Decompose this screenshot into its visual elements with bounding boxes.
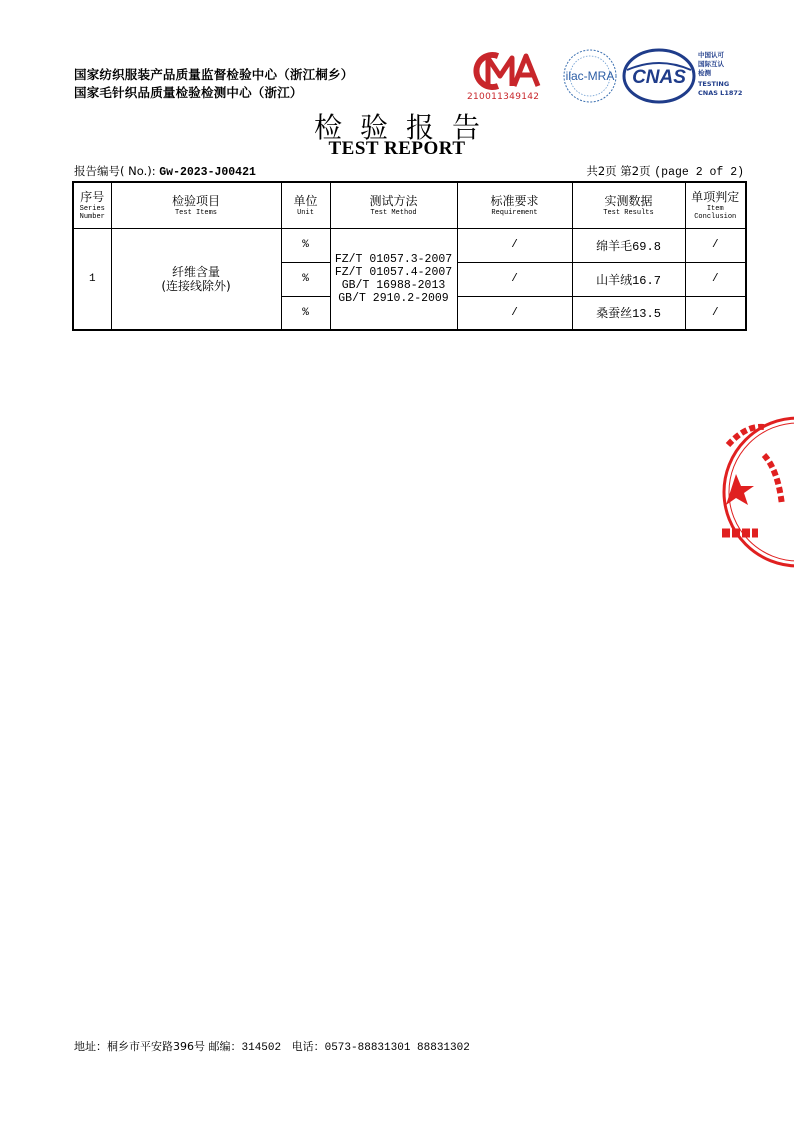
- test-item-line1: 纤维含量: [171, 264, 220, 279]
- header-test-method: 测试方法 Test Method: [330, 182, 457, 228]
- method-line: GB/T 2910.2-2009: [338, 291, 449, 305]
- requirement-cell: /: [457, 262, 572, 296]
- address: 桐乡市平安路396号: [107, 1040, 205, 1053]
- test-methods: [330, 228, 457, 330]
- header-conclusion: 单项判定 Item Conclusion: [685, 182, 746, 228]
- org-name-line2: 国家毛针织品质量检验检测中心（浙江）: [74, 85, 303, 100]
- cnas-side-text-4: TESTING: [698, 80, 730, 88]
- test-item: [111, 228, 281, 330]
- conclusion-cell: /: [685, 296, 746, 330]
- cnas-logo: [622, 48, 696, 104]
- result-cell: 山羊绒16.7: [572, 262, 685, 296]
- result-cell: 绵羊毛69.8: [572, 228, 685, 262]
- page-info-en: (page 2 of 2): [654, 166, 744, 179]
- method-line: FZ/T 01057.3-2007: [334, 252, 453, 266]
- zip-code: 314502: [241, 1042, 282, 1054]
- cnas-side-text-3: 检测: [698, 69, 711, 77]
- unit-cell: %: [281, 296, 330, 330]
- page-info-cn: 共2页 第2页: [586, 164, 651, 178]
- ilac-mra-logo: [558, 48, 622, 104]
- test-item-line2: (连接线除外): [161, 278, 231, 293]
- report-number: [74, 163, 256, 179]
- report-title-cn: 检验报告: [313, 111, 498, 144]
- report-number-value: Gw-2023-J00421: [159, 166, 256, 179]
- method-line: GB/T 16988-2013: [341, 278, 446, 292]
- cma-number: 210011349142: [467, 92, 540, 102]
- unit-cell: %: [281, 228, 330, 262]
- requirement-cell: /: [457, 296, 572, 330]
- svg-text:CNAS: CNAS: [632, 67, 686, 88]
- header-test-results: 实测数据 Test Results: [572, 182, 685, 228]
- series-number: 1: [73, 228, 111, 330]
- cnas-side-text-1: 中国认可: [698, 51, 724, 59]
- zip-label: 邮编：: [208, 1040, 242, 1053]
- cnas-side-text-5: CNAS L1872: [698, 89, 743, 97]
- conclusion-cell: /: [685, 262, 746, 296]
- org-name-line1: 国家纺织服装产品质量监督检验中心（浙江桐乡）: [74, 67, 354, 82]
- tel-label: 电话：: [291, 1040, 325, 1053]
- requirement-cell: /: [457, 228, 572, 262]
- result-cell: 桑蚕丝13.5: [572, 296, 685, 330]
- test-results-table: [72, 181, 747, 331]
- report-number-label: 报告编号( No.):: [74, 164, 156, 178]
- svg-text:ilac-MRA: ilac-MRA: [565, 69, 615, 83]
- address-label: 地址：: [74, 1040, 107, 1053]
- cnas-side-text-2: 国际互认: [698, 60, 724, 68]
- telephone: 0573-88831301 88831302: [324, 1042, 470, 1054]
- footer-contact: [74, 1038, 470, 1054]
- table-header-row: [73, 182, 746, 228]
- page-info: [586, 163, 744, 179]
- method-line: FZ/T 01057.4-2007: [334, 265, 453, 279]
- header-series: 序号 Series Number: [73, 182, 111, 228]
- report-title-en: TEST REPORT: [328, 138, 466, 159]
- table-row: [73, 228, 746, 262]
- header-test-items: 检验项目 Test Items: [111, 182, 281, 228]
- conclusion-cell: /: [685, 228, 746, 262]
- header-requirement: 标准要求 Requirement: [457, 182, 572, 228]
- unit-cell: %: [281, 262, 330, 296]
- official-seal-stamp: [718, 415, 794, 569]
- header-unit: 单位 Unit: [281, 182, 330, 228]
